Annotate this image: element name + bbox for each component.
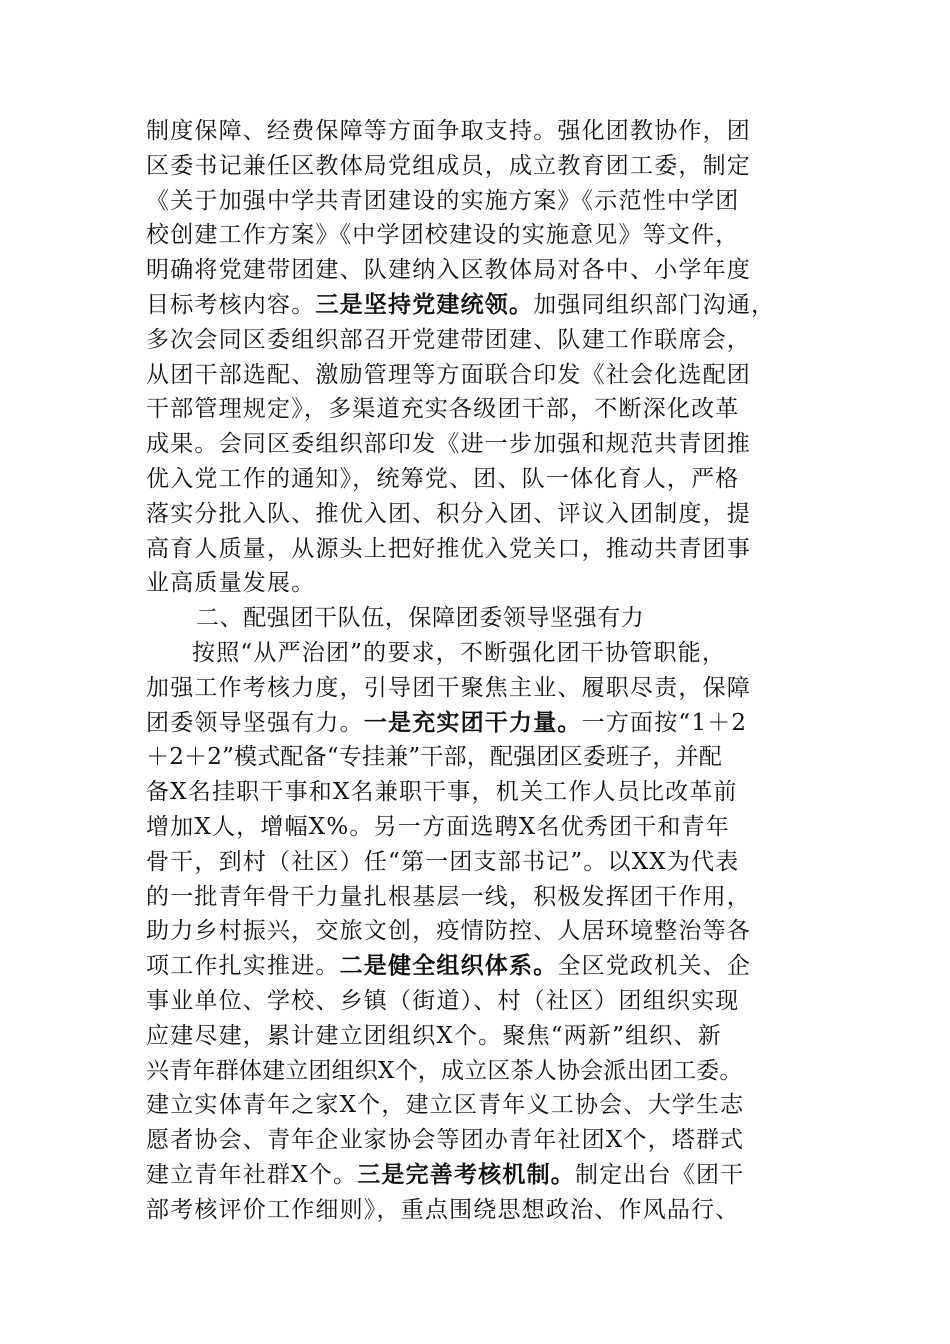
text-line: 增加X人，增幅X%。另一方面选聘X名优秀团干和青年 [146, 813, 730, 840]
text-segment: 全区党政机关、企 [557, 953, 752, 980]
text-line: 部考核评价工作细则》，重点围绕思想政治、作风品行、 [146, 1196, 740, 1223]
text-line: 建立实体青年之家X个，建立区青年义工协会、大学生志 [146, 1092, 745, 1119]
bold-phrase: 三是完善考核机制。 [357, 1161, 575, 1188]
text-line: ＋2＋2”模式配备“专挂兼”干部，配强团区委班子，并配 [146, 744, 722, 771]
text-segment: 加强同组织部门沟通， [533, 291, 776, 318]
text-line: 事业单位、学校、乡镇（街道）、村（社区）团组织实现 [146, 987, 740, 1014]
text-line: 《关于加强中学共青团建设的实施方案》《示范性中学团 [146, 187, 740, 214]
text-line: 加强工作考核力度，引导团干聚焦主业、履职尽责，保障 [146, 674, 751, 701]
text-line: 助力乡村振兴，交旅文创，疫情防控、人居环境整治等各 [146, 918, 751, 945]
text-segment: 建立青年社群X个。 [146, 1161, 358, 1188]
text-line: 骨干，到村（社区）任“第一团支部书记”。以XX为代表 [146, 848, 740, 875]
bold-phrase: 一是充实团干力量。 [363, 709, 582, 736]
text-line: 从团干部选配、激励管理等方面联合印发《社会化选配团 [146, 361, 751, 388]
text-line: 高育人质量，从源头上把好推优入党关口，推动共青团事 [146, 535, 751, 562]
bold-phrase: 三是坚持党建统领。 [315, 291, 534, 318]
text-line: 愿者协会、青年企业家协会等团办青年社团X个，塔群式 [146, 1127, 745, 1154]
text-line: 业高质量发展。 [146, 570, 316, 597]
text-line [146, 706, 826, 741]
text-line: 的一批青年骨干力量扎根基层一线，积极发挥团干作用， [146, 883, 751, 910]
text-line: 备X名挂职干事和X名兼职干事，机关工作人员比改革前 [146, 779, 738, 806]
text-segment: 项工作扎实推进。 [146, 953, 340, 980]
text-line: 校创建工作方案》《中学团校建设的实施意见》等文件， [146, 222, 740, 249]
text-line [146, 288, 826, 323]
text-line: 落实分批入队、推优入团、积分入团、评议入团制度，提 [146, 500, 751, 527]
text-line: 应建尽建，累计建立团组织X个。聚焦“两新”组织、新 [146, 1022, 722, 1049]
text-line: 兴青年群体建立团组织X个，成立区茶人协会派出团工委。 [146, 1057, 743, 1084]
text-line: 干部管理规定》，多渠道充实各级团干部，不断深化改革 [146, 396, 740, 423]
text-segment: 制定出台《团干 [575, 1161, 745, 1188]
text-line: 优入党工作的通知》，统筹党、团、队一体化育人，严格 [146, 465, 740, 492]
bold-phrase: 二是健全组织体系。 [339, 953, 558, 980]
text-segment: 团委领导坚强有力。 [146, 709, 364, 736]
text-line: 成果。会同区委组织部印发《进一步加强和规范共青团推 [146, 431, 751, 458]
text-segment: 一方面按“1＋2 [581, 709, 748, 736]
text-line [146, 1158, 826, 1193]
text-line: 制度保障、经费保障等方面争取支持。强化团教协作，团 [146, 118, 751, 144]
paragraph-two [146, 636, 826, 1228]
section-heading: 二、配强团干队伍，保障团委领导坚强有力 [196, 605, 645, 632]
document-page [146, 114, 826, 1228]
text-line: 按照“从严治团”的要求，不断强化团干协管职能， [192, 639, 727, 666]
text-line: 区委书记兼任区教体局党组成员，成立教育团工委，制定 [146, 152, 751, 179]
text-line: 明确将党建带团建、队建纳入区教体局对各中、小学年度 [146, 257, 751, 284]
text-line: 多次会同区委组织部召开党建带团建、队建工作联席会， [146, 326, 751, 353]
text-line [146, 949, 826, 984]
paragraph-one [146, 114, 826, 601]
text-segment: 目标考核内容。 [146, 291, 316, 318]
